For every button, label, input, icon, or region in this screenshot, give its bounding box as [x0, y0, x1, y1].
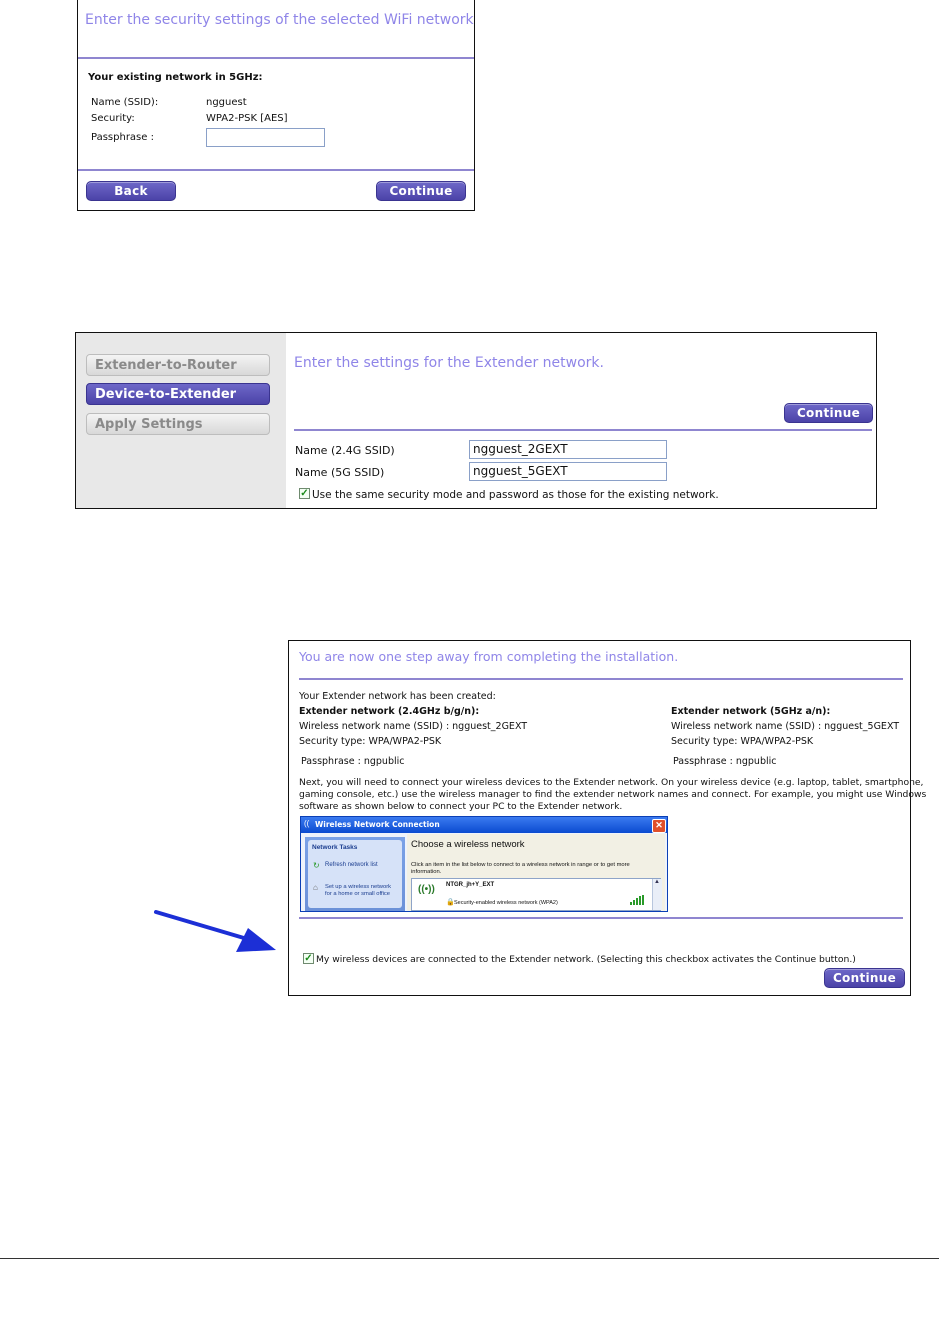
setup-network-link[interactable]: Set up a wireless network — [325, 884, 392, 890]
divider — [78, 57, 474, 59]
network-list[interactable] — [411, 878, 661, 911]
setup-network-link-line2: for a home or small office — [325, 891, 390, 897]
name-value: ngguest — [206, 97, 247, 108]
next-instructions-line: gaming console, etc.) use the wireless manager to find the extender network names and connect. For example, you might use Windows — [299, 789, 927, 800]
continue-button[interactable]: Continue — [376, 181, 466, 201]
page-title: You are now one step away from completing the installation. — [299, 649, 679, 664]
divider — [294, 429, 872, 431]
net24-ssid: Wireless network name (SSID) : ngguest_2GEXT — [299, 721, 528, 732]
pointer-arrow-icon — [150, 900, 290, 960]
net5-passphrase: Passphrase : ngpublic — [673, 756, 777, 767]
passphrase-label: Passphrase : — [91, 132, 154, 143]
sidebar-item-apply-settings[interactable]: Apply Settings — [86, 413, 270, 435]
network-name[interactable]: NTGR_jh+Y_EXT — [446, 882, 495, 888]
network-tasks-pane — [305, 837, 405, 911]
same-security-label: Use the same security mode and password as those for the existing network. — [312, 489, 719, 501]
devices-connected-label: My wireless devices are connected to the Extender network. (Selecting this checkbox activates the Continue button.) — [316, 954, 856, 965]
same-security-checkbox[interactable]: ✓ — [300, 488, 309, 499]
dialog-instructions: Click an item in the list below to connect to a wireless network in range or to get more — [411, 862, 630, 868]
network-security-desc: Security-enabled wireless network (WPA2) — [454, 900, 558, 906]
security-label: Security: — [91, 113, 135, 124]
setup-network-icon: ⌂ — [313, 883, 318, 892]
section-heading: Your existing network in 5GHz: — [88, 72, 263, 83]
net5-ssid: Wireless network name (SSID) : ngguest_5GEXT — [671, 721, 900, 732]
net5-heading: Extender network (5GHz a/n): — [671, 706, 831, 717]
dialog-titlebar — [301, 817, 667, 833]
devices-connected-checkbox[interactable]: ✓ — [304, 953, 313, 964]
list-scrollbar[interactable] — [652, 879, 662, 910]
name-label: Name (SSID): — [91, 97, 159, 108]
net24-security: Security type: WPA/WPA2-PSK — [299, 736, 442, 747]
sidebar-item-device-to-extender[interactable]: Device-to-Extender — [86, 383, 270, 405]
wifi-icon: (( — [304, 819, 310, 828]
continue-button[interactable]: Continue — [824, 968, 905, 988]
dialog-instructions-line2: information. — [411, 869, 442, 875]
next-instructions-line: software as shown below to connect your PC to the Extender network. — [299, 801, 623, 812]
lock-icon: 🔒 — [446, 899, 455, 906]
page-title: Enter the settings for the Extender network. — [294, 355, 604, 371]
net24-heading: Extender network (2.4GHz b/g/n): — [299, 706, 480, 717]
divider — [78, 169, 474, 171]
signal-strength-icon — [630, 895, 648, 905]
next-instructions-line: Next, you will need to connect your wireless devices to the Extender network. On your wireless device (e.g. laptop, tablet, smartphone, — [299, 777, 924, 788]
choose-network-heading: Choose a wireless network — [411, 839, 525, 850]
scroll-up-icon[interactable]: ▲ — [654, 879, 660, 885]
windows-wireless-dialog — [300, 816, 668, 912]
divider — [299, 678, 903, 680]
passphrase-input[interactable] — [206, 128, 325, 147]
name-5g-input[interactable]: ngguest_5GEXT — [469, 462, 667, 481]
dialog-title: Wireless Network Connection — [315, 820, 440, 829]
sidebar-item-extender-to-router[interactable]: Extender-to-Router — [86, 354, 270, 376]
name-24g-label: Name (2.4G SSID) — [295, 444, 395, 457]
dialog-main-pane — [407, 834, 665, 911]
security-value: WPA2-PSK [AES] — [206, 113, 288, 124]
tasks-heading: Network Tasks — [312, 844, 358, 851]
close-icon[interactable]: ✕ — [652, 819, 666, 833]
back-button[interactable]: Back — [86, 181, 176, 201]
refresh-network-link[interactable]: Refresh network list — [325, 862, 378, 868]
footer-rule — [0, 1258, 939, 1259]
net24-passphrase: Passphrase : ngpublic — [301, 756, 405, 767]
continue-button[interactable]: Continue — [784, 403, 873, 423]
net5-security: Security type: WPA/WPA2-PSK — [671, 736, 814, 747]
refresh-icon: ↻ — [313, 861, 320, 870]
name-5g-label: Name (5G SSID) — [295, 466, 385, 479]
created-text: Your Extender network has been created: — [299, 691, 496, 702]
page-title: Enter the security settings of the selected WiFi network — [85, 12, 474, 28]
divider — [299, 917, 903, 919]
antenna-icon: ((•)) — [418, 884, 435, 895]
name-24g-input[interactable]: ngguest_2GEXT — [469, 440, 667, 459]
